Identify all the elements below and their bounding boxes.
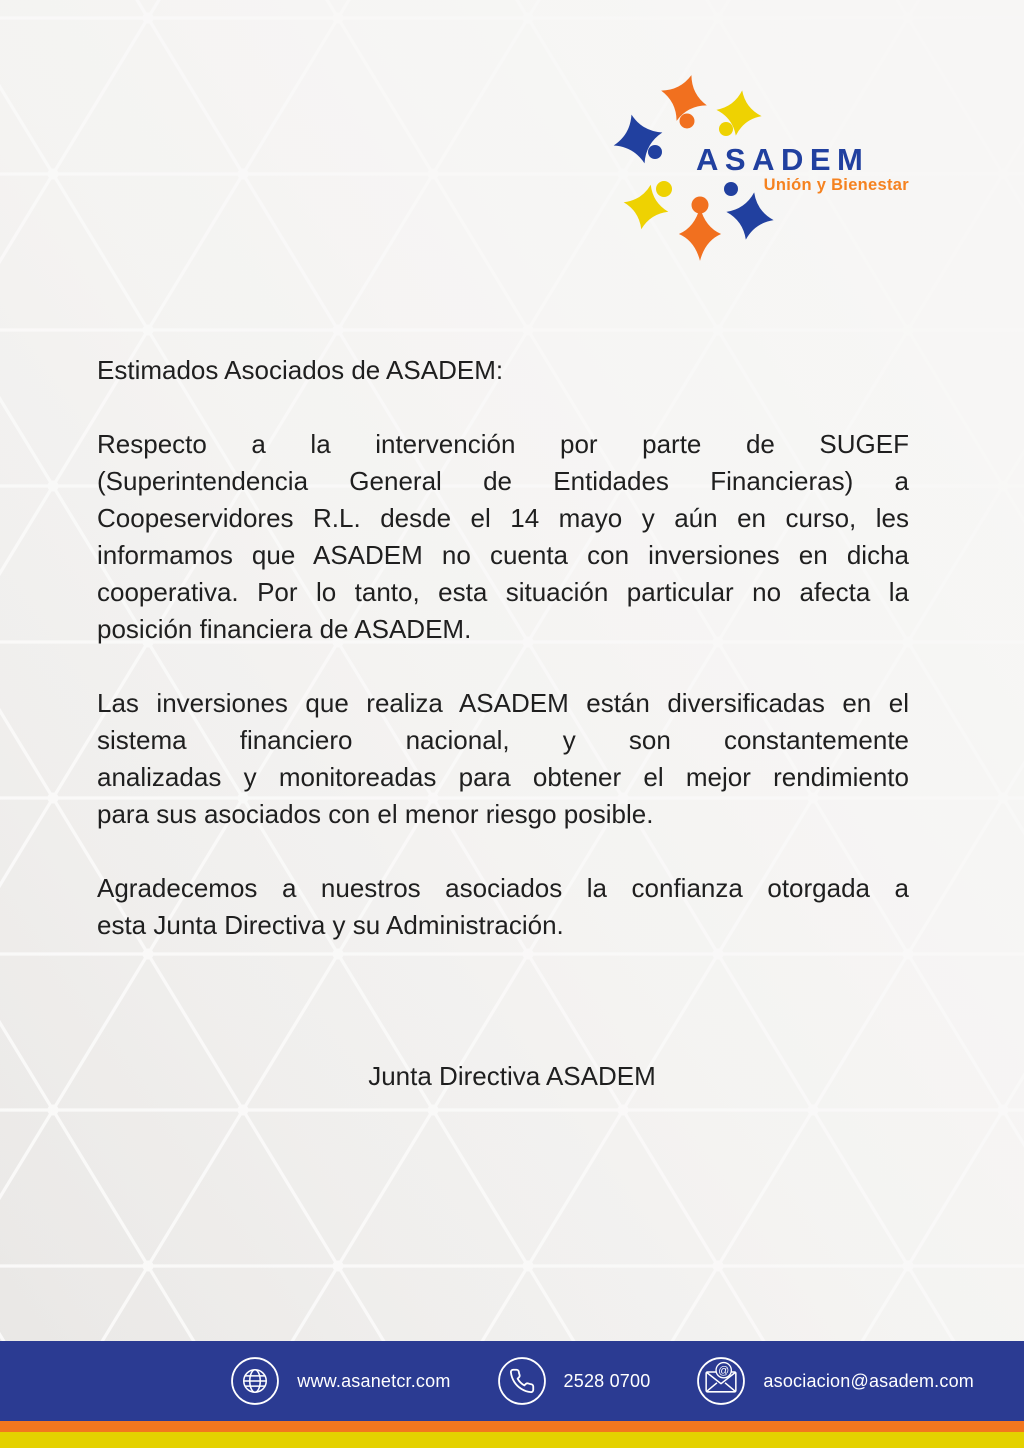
body-line: esta Junta Directiva y su Administración. — [97, 910, 564, 940]
body-line: posición financiera de ASADEM. — [97, 614, 472, 644]
paragraph-3 — [97, 870, 909, 944]
contact-footer — [0, 1341, 1024, 1421]
body-line: Coopeservidores R.L. desde el 14 mayo y aún en curso, les — [97, 503, 909, 533]
phone-label: 2528 0700 — [563, 1370, 651, 1391]
svg-text:@: @ — [718, 1364, 730, 1377]
email-icon — [694, 1354, 748, 1408]
body-line: cooperativa. Por lo tanto, esta situación particular no afecta la — [97, 577, 909, 607]
paragraph-1 — [97, 426, 909, 648]
paragraph-2 — [97, 685, 909, 833]
footer-yellow-stripe — [0, 1432, 1024, 1448]
letter-body — [97, 352, 909, 944]
signature-line: Junta Directiva ASADEM — [368, 1061, 656, 1091]
footer-orange-stripe — [0, 1421, 1024, 1432]
globe-icon — [228, 1354, 282, 1408]
body-line: Agradecemos a nuestros asociados la confianza otorgada a — [97, 873, 909, 903]
website-contact — [228, 1354, 450, 1408]
body-line: Las inversiones que realiza ASADEM están diversificadas en el — [97, 688, 909, 718]
body-line: sistema financiero nacional, y son constantemente — [97, 725, 909, 755]
email-label: asociacion@asadem.com — [763, 1370, 974, 1391]
phone-contact — [495, 1354, 651, 1408]
brand-tagline: Unión y Bienestar — [763, 176, 909, 194]
website-label: www.asanetcr.com — [297, 1370, 451, 1391]
body-line: informamos que ASADEM no cuenta con inversiones en dicha — [97, 540, 909, 570]
asadem-logo — [598, 68, 928, 263]
body-line: (Superintendencia General de Entidades Financieras) a — [97, 466, 909, 496]
phone-icon — [495, 1354, 549, 1408]
body-line: para sus asociados con el menor riesgo posible. — [97, 799, 654, 829]
body-line: Respecto a la intervención por parte de SUGEF — [97, 429, 909, 459]
brand-wordmark: ASADEM — [696, 142, 870, 177]
salutation-line: Estimados Asociados de ASADEM: — [97, 355, 504, 385]
email-contact — [694, 1354, 974, 1408]
body-line: analizadas y monitoreadas para obtener el mejor rendimiento — [97, 762, 909, 792]
